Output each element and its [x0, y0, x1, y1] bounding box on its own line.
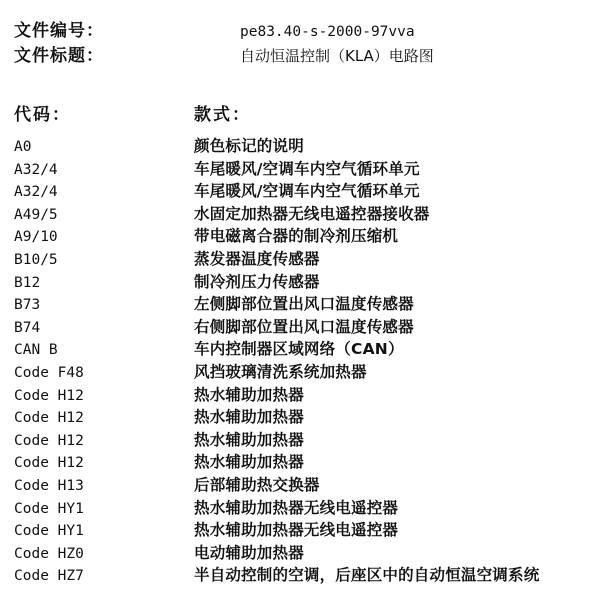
table-row	[14, 315, 600, 338]
table-row	[14, 541, 600, 564]
row-code: A49/5	[14, 206, 58, 223]
document-number-label: 文件编号：	[14, 21, 104, 41]
table-row	[14, 134, 600, 157]
table-row	[14, 157, 600, 180]
row-desc: 后部辅助热交换器	[194, 475, 320, 494]
row-desc: 车尾暖风/空调车内空气循环单元	[194, 182, 420, 201]
table-body	[14, 134, 600, 586]
row-code: B12	[14, 274, 41, 291]
table-row	[14, 518, 600, 541]
document-number-value: pe83.40-s-2000-97vva	[240, 24, 415, 40]
table-row	[14, 360, 600, 383]
row-desc: 制冷剂压力传感器	[194, 272, 320, 291]
row-desc: 热水辅助加热器	[194, 385, 304, 404]
row-code: Code H13	[14, 477, 84, 494]
document-title-value: 自动恒温控制（KLA）电路图	[240, 47, 434, 65]
row-desc: 车内控制器区域网络（CAN）	[194, 340, 404, 359]
row-desc: 风挡玻璃清洗系统加热器	[194, 362, 367, 381]
row-desc: 带电磁离合器的制冷剂压缩机	[194, 227, 399, 246]
row-desc: 半自动控制的空调，后座区中的自动恒温空调系统	[194, 566, 540, 585]
row-code: B74	[14, 319, 41, 336]
document-title-row	[14, 41, 600, 66]
row-code: Code HY1	[14, 500, 84, 517]
table-row	[14, 224, 600, 247]
row-desc: 蒸发器温度传感器	[194, 249, 320, 268]
row-code: B73	[14, 297, 41, 314]
document-title-label: 文件标题：	[14, 46, 104, 66]
table-row	[14, 383, 600, 406]
table-row	[14, 450, 600, 473]
table-row	[14, 337, 600, 360]
row-desc: 颜色标记的说明	[194, 137, 304, 155]
row-code: B10/5	[14, 251, 58, 268]
table-row	[14, 473, 600, 496]
row-code: Code HZ0	[14, 545, 84, 562]
row-code: Code F48	[14, 364, 84, 381]
table-row	[14, 405, 600, 428]
row-desc: 热水辅助加热器	[194, 430, 304, 449]
row-desc: 左侧脚部位置出风口温度传感器	[194, 295, 414, 314]
document-number-row	[14, 16, 600, 41]
table-row	[14, 428, 600, 451]
row-code: Code H12	[14, 432, 84, 449]
row-code: CAN B	[14, 342, 58, 359]
table-row	[14, 179, 600, 202]
row-code: Code H12	[14, 410, 84, 427]
row-desc: 电动辅助加热器	[194, 543, 304, 562]
row-code: A9/10	[14, 229, 58, 246]
row-desc: 右侧脚部位置出风口温度传感器	[194, 317, 414, 336]
table-header	[14, 100, 600, 134]
row-code: A32/4	[14, 161, 58, 178]
table-row	[14, 292, 600, 315]
row-code: Code HZ7	[14, 568, 84, 585]
table-row	[14, 563, 600, 586]
row-code: Code H12	[14, 387, 84, 404]
row-desc: 车尾暖风/空调车内空气循环单元	[194, 159, 420, 178]
row-desc: 热水辅助加热器无线电遥控器	[194, 521, 399, 540]
table-row	[14, 247, 600, 270]
row-code: Code H12	[14, 455, 84, 472]
document	[14, 16, 600, 586]
row-code: A0	[14, 139, 32, 155]
table-row	[14, 496, 600, 519]
header-code: 代码：	[14, 105, 71, 125]
row-desc: 热水辅助加热器无线电遥控器	[194, 498, 399, 517]
row-desc: 热水辅助加热器	[194, 453, 304, 472]
row-desc: 水固定加热器无线电遥控器接收器	[194, 204, 430, 223]
header-desc: 款式：	[194, 105, 251, 125]
table-row	[14, 270, 600, 293]
row-code: A32/4	[14, 184, 58, 201]
row-code: Code HY1	[14, 523, 84, 540]
table-row	[14, 202, 600, 225]
row-desc: 热水辅助加热器	[194, 408, 304, 427]
